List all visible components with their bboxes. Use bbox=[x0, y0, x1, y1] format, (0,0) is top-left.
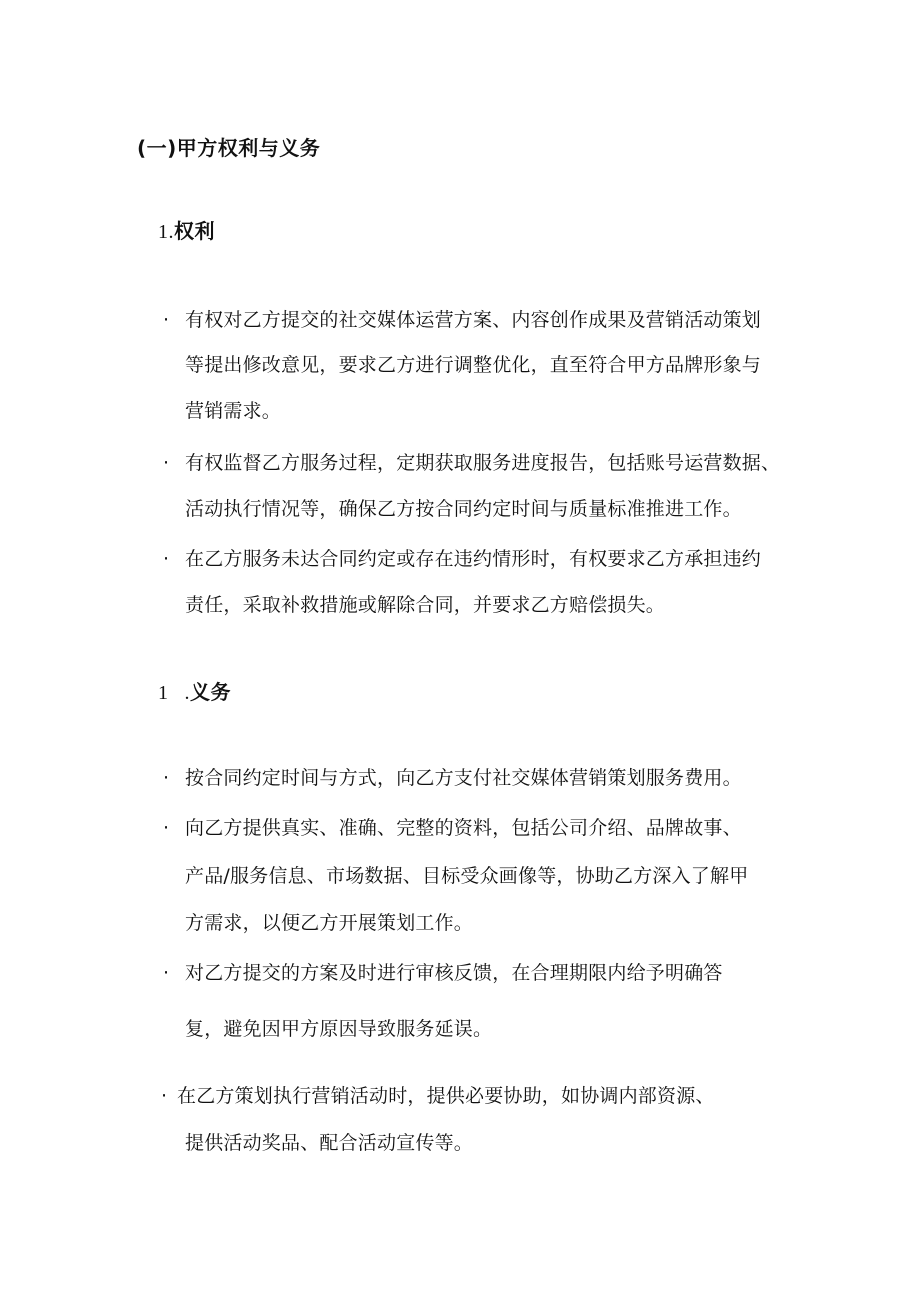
obligations-item-4-line-2: 提供活动奖品、配合活动宣传等。 bbox=[185, 1132, 474, 1154]
obligations-item-2-line-2: 产品/服务信息、市场数据、目标受众画像等，协助乙方深入了解甲 bbox=[185, 865, 749, 887]
rights-item-1-line-1: 有权对乙方提交的社交媒体运营方案、内容创作成果及营销活动策划 bbox=[185, 309, 762, 331]
obligations-item-4-line-1: 在乙方策划执行营销活动时，提供必要协助，如协调内部资源、 bbox=[177, 1085, 715, 1107]
obligations-item-3-line-2: 复，避免因甲方原因导致服务延误。 bbox=[185, 1018, 493, 1040]
obligations-item-1-line-1: 按合同约定时间与方式，向乙方支付社交媒体营销策划服务费用。 bbox=[185, 767, 742, 789]
rights-heading bbox=[158, 215, 215, 244]
obligations-heading-dot: . bbox=[184, 682, 190, 704]
rights-item-3-line-2: 责任，采取补救措施或解除合同，并要求乙方赔偿损失。 bbox=[185, 594, 666, 616]
bullet-icon: · bbox=[163, 962, 170, 984]
bullet-icon: · bbox=[161, 1085, 168, 1107]
rights-item-2-line-2: 活动执行情况等，确保乙方按合同约定时间与质量标准推进工作。 bbox=[185, 498, 742, 520]
rights-item-1-line-2: 等提出修改意见，要求乙方进行调整优化，直至符合甲方品牌形象与 bbox=[185, 354, 762, 376]
bullet-icon: · bbox=[163, 817, 170, 839]
obligations-item-2-line-3: 方需求，以便乙方开展策划工作。 bbox=[185, 912, 474, 934]
bullet-icon: · bbox=[163, 767, 170, 789]
obligations-heading bbox=[158, 676, 231, 705]
bullet-icon: · bbox=[163, 452, 170, 474]
bullet-icon: · bbox=[163, 548, 170, 570]
obligations-item-2-line-1: 向乙方提供真实、准确、完整的资料，包括公司介绍、品牌故事、 bbox=[185, 817, 742, 839]
obligations-item-3-line-1: 对乙方提交的方案及时进行审核反馈，在合理期限内给予明确答 bbox=[185, 962, 723, 984]
rights-item-2-line-1: 有权监督乙方服务过程，定期获取服务进度报告，包括账号运营数据、 bbox=[185, 452, 781, 474]
rights-item-3-line-1: 在乙方服务未达合同约定或存在违约情形时，有权要求乙方承担违约 bbox=[185, 548, 762, 570]
section-title: (一)甲方权利与义务 bbox=[137, 136, 321, 160]
obligations-heading-text: 义务 bbox=[190, 680, 231, 704]
rights-heading-text: 权利 bbox=[174, 219, 215, 243]
obligations-heading-number: 1 bbox=[158, 682, 169, 704]
bullet-icon: · bbox=[163, 309, 170, 331]
rights-heading-number: 1. bbox=[158, 221, 174, 243]
rights-item-1-line-3: 营销需求。 bbox=[185, 400, 282, 422]
